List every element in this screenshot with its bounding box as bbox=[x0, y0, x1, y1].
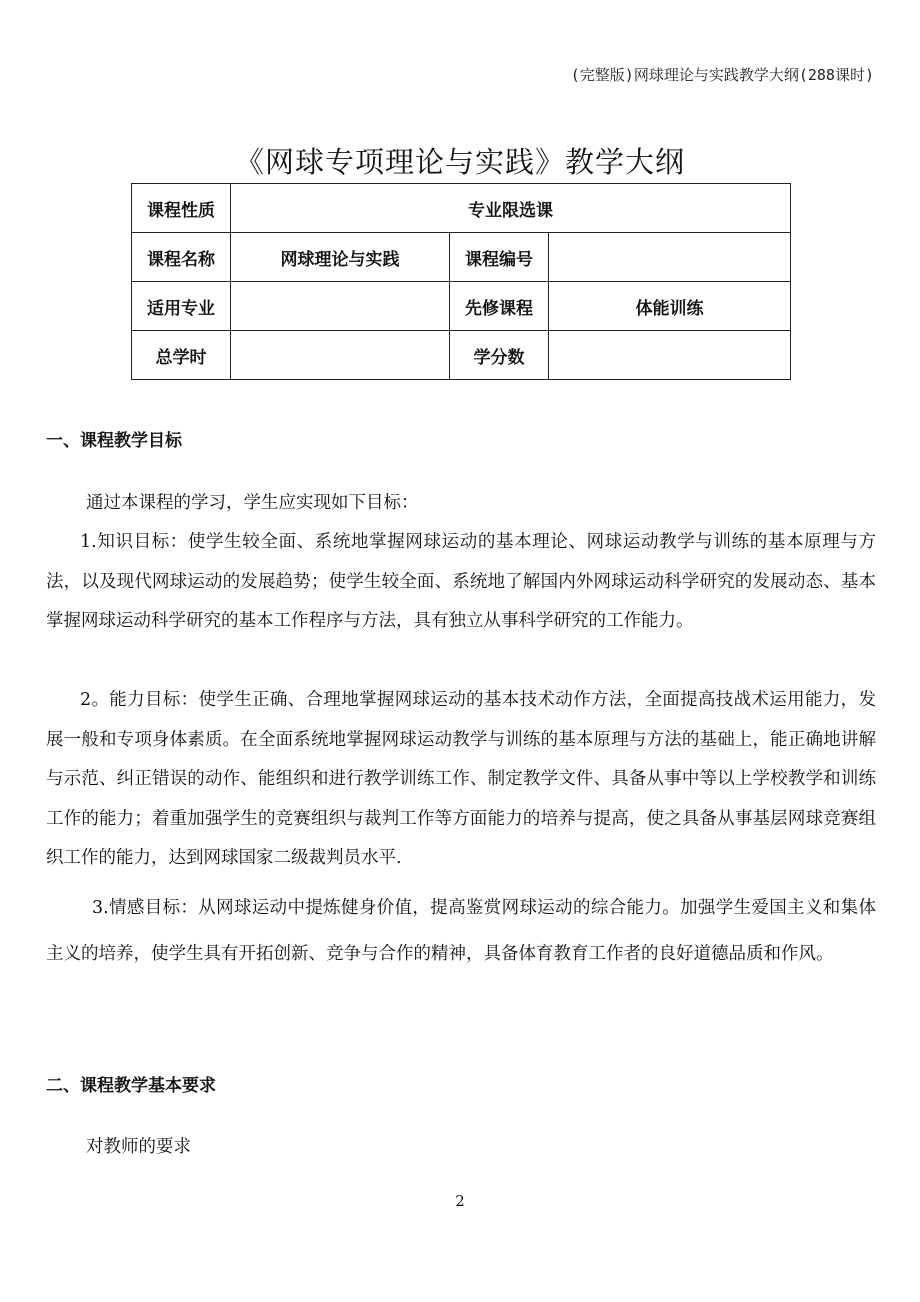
section-heading: 一、课程教学目标 bbox=[46, 431, 182, 451]
document-title: 《网球专项理论与实践》教学大纲 bbox=[234, 145, 685, 179]
table-label: 学分数 bbox=[450, 331, 549, 380]
table-label: 总学时 bbox=[132, 331, 231, 380]
table-row bbox=[132, 184, 791, 233]
section-heading: 二、课程教学基本要求 bbox=[46, 1076, 216, 1096]
table-value: 体能训练 bbox=[549, 282, 791, 331]
table-value: 专业限选课 bbox=[231, 184, 791, 233]
table-value bbox=[549, 233, 791, 282]
table-value bbox=[231, 282, 450, 331]
goal-ability: 2。能力目标：使学生正确、合理地掌握网球运动的基本技术动作方法，全面提高技战术运用能力，发展一般和专项身体素质。在全面系统地掌握网球运动教学与训练的基本原理与方法的基础上，能正确地讲解与示范、纠正错误的动作、能组织和进行教学训练工作、制定教学文件、具备从事中等以上学校教学和训练工作的能力；着重加强学生的竞赛组织与裁判工作等方面能力的培养与提高，使之具备从事基层网球竞赛组织工作的能力，达到网球国家二级裁判员水平. bbox=[46, 690, 876, 868]
table-value bbox=[549, 331, 791, 380]
table-label: 适用专业 bbox=[132, 282, 231, 331]
table-value: 网球理论与实践 bbox=[231, 233, 450, 282]
table-label: 课程编号 bbox=[450, 233, 549, 282]
running-header: (完整版)网球理论与实践教学大纲(288课时) bbox=[570, 66, 874, 84]
table-label: 课程名称 bbox=[132, 233, 231, 282]
table-row bbox=[132, 331, 791, 380]
table-row bbox=[132, 233, 791, 282]
goal-knowledge: 1.知识目标：使学生较全面、系统地掌握网球运动的基本理论、网球运动教学与训练的基本原理与方法，以及现代网球运动的发展趋势；使学生较全面、系统地了解国内外网球运动科学研究的发展动态、基本掌握网球运动科学研究的基本工作程序与方法，具有独立从事科学研究的工作能力。 bbox=[46, 532, 876, 631]
goal-emotion: 3.情感目标：从网球运动中提炼健身价值，提高鉴赏网球运动的综合能力。加强学生爱国主义和集体主义的培养，使学生具有开拓创新、竞争与合作的精神，具备体育教育工作者的良好道德品质和作风。 bbox=[46, 898, 876, 964]
intro-paragraph: 通过本课程的学习，学生应实现如下目标： bbox=[86, 493, 419, 513]
table-label: 课程性质 bbox=[132, 184, 231, 233]
table-label: 先修课程 bbox=[450, 282, 549, 331]
table-row bbox=[132, 282, 791, 331]
table-value bbox=[231, 331, 450, 380]
page-number: 2 bbox=[455, 1192, 465, 1210]
course-info-table bbox=[131, 183, 791, 380]
sub-heading: 对教师的要求 bbox=[86, 1137, 191, 1157]
